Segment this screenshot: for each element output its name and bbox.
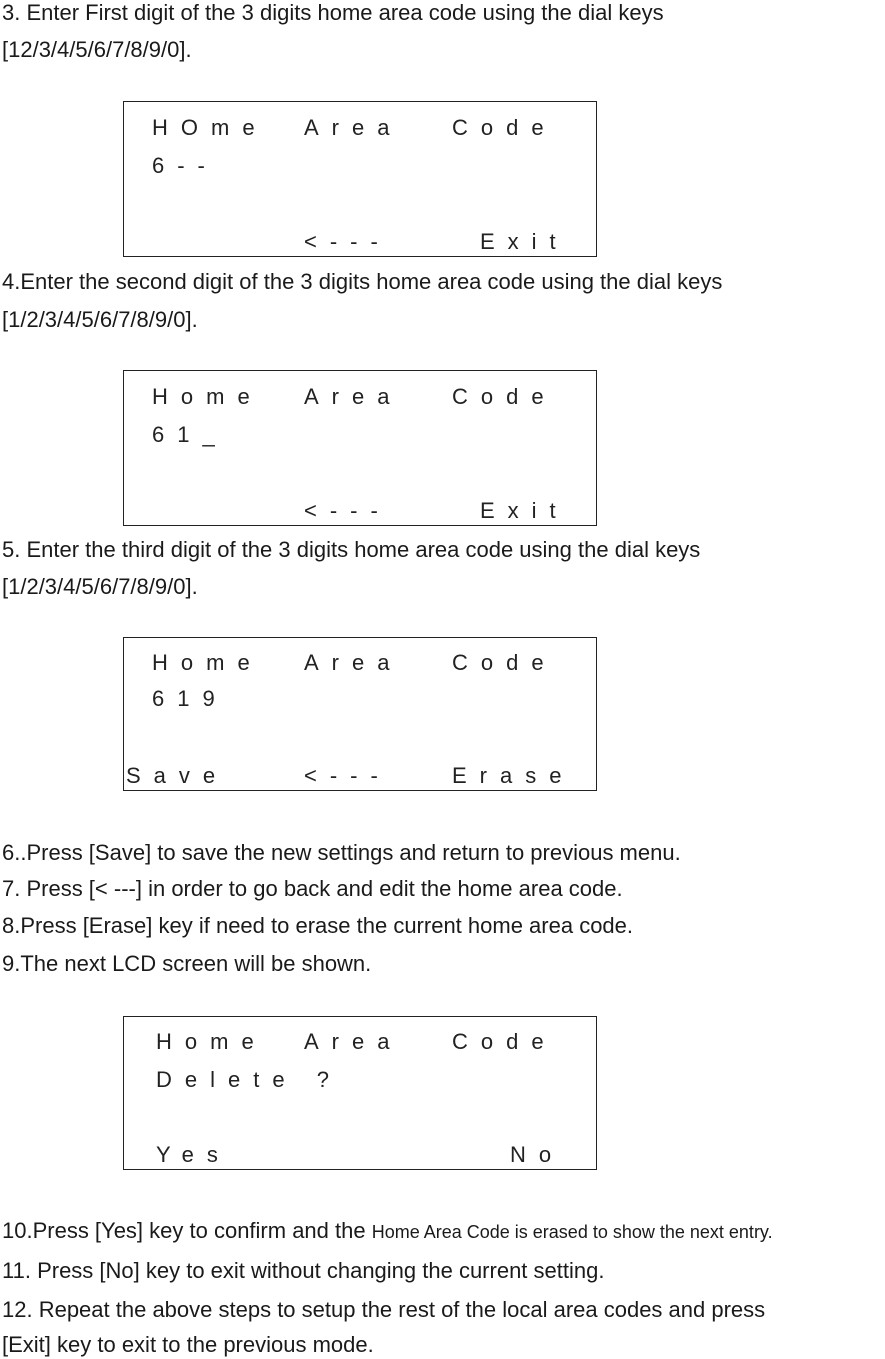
lcd-title-home: Home: [156, 1029, 267, 1054]
lcd-screen-3: [123, 637, 597, 791]
lcd-entry: 619: [152, 686, 228, 711]
step-3-line-2: [12/3/4/5/6/7/8/9/0].: [2, 37, 192, 62]
step-10-tail: Home Area Code is erased to show the next entry.: [371, 1222, 773, 1242]
step-7: 7. Press [< ---] in order to go back and edit the home area code.: [2, 876, 623, 901]
step-8: 8.Press [Erase] key if need to erase the current home area code.: [2, 913, 634, 938]
lcd-title-area: Area: [304, 384, 403, 409]
lcd-title-area: Area: [304, 115, 403, 140]
lcd-screen-1: [123, 101, 597, 257]
step-10-main: 10.Press [Yes] key to confirm and the: [2, 1218, 372, 1243]
lcd-back-softkey: <---: [304, 763, 391, 788]
step-5-line-2: [1/2/3/4/5/6/7/8/9/0].: [2, 574, 198, 599]
lcd-delete-prompt: Delete ?: [156, 1067, 342, 1092]
lcd-title-area: Area: [304, 650, 403, 675]
step-3-line-1: 3. Enter First digit of the 3 digits home area code using the dial keys: [2, 0, 664, 25]
lcd-screen-4: [123, 1016, 597, 1170]
lcd-title-code: Code: [452, 384, 557, 409]
lcd-title-home: Home: [152, 650, 263, 675]
step-5-line-1: 5. Enter the third digit of the 3 digits home area code using the dial keys: [2, 537, 701, 562]
lcd-title-area: Area: [304, 1029, 403, 1054]
lcd-screen-2: [123, 370, 597, 526]
lcd-exit-softkey: Exit: [480, 229, 569, 254]
step-12-line-1: 12. Repeat the above steps to setup the rest of the local area codes and press: [2, 1297, 766, 1322]
lcd-back-softkey: <---: [304, 229, 391, 254]
lcd-erase-softkey: Erase: [452, 763, 575, 788]
lcd-title-home: HOme: [152, 115, 268, 140]
step-11: 11. Press [No] key to exit without changing the current setting.: [2, 1258, 605, 1283]
step-6: 6..Press [Save] to save the new settings and return to previous menu.: [2, 840, 681, 865]
lcd-entry: 6--: [152, 153, 218, 178]
lcd-yes-softkey: Yes: [156, 1142, 231, 1167]
lcd-back-softkey: <---: [304, 498, 391, 523]
step-9: 9.The next LCD screen will be shown.: [2, 951, 372, 976]
lcd-exit-softkey: Exit: [480, 498, 569, 523]
lcd-title-code: Code: [452, 650, 557, 675]
step-12-line-2: [Exit] key to exit to the previous mode.: [2, 1332, 374, 1357]
lcd-title-code: Code: [452, 115, 557, 140]
step-4-line-2: [1/2/3/4/5/6/7/8/9/0].: [2, 307, 198, 332]
lcd-entry: 61_: [152, 422, 228, 447]
lcd-title-home: Home: [152, 384, 263, 409]
step-4-line-1: 4.Enter the second digit of the 3 digits home area code using the dial keys: [2, 269, 723, 294]
lcd-save-softkey: Save: [126, 763, 229, 788]
lcd-no-softkey: No: [510, 1142, 565, 1167]
lcd-title-code: Code: [452, 1029, 557, 1054]
step-10: [2, 1218, 773, 1245]
